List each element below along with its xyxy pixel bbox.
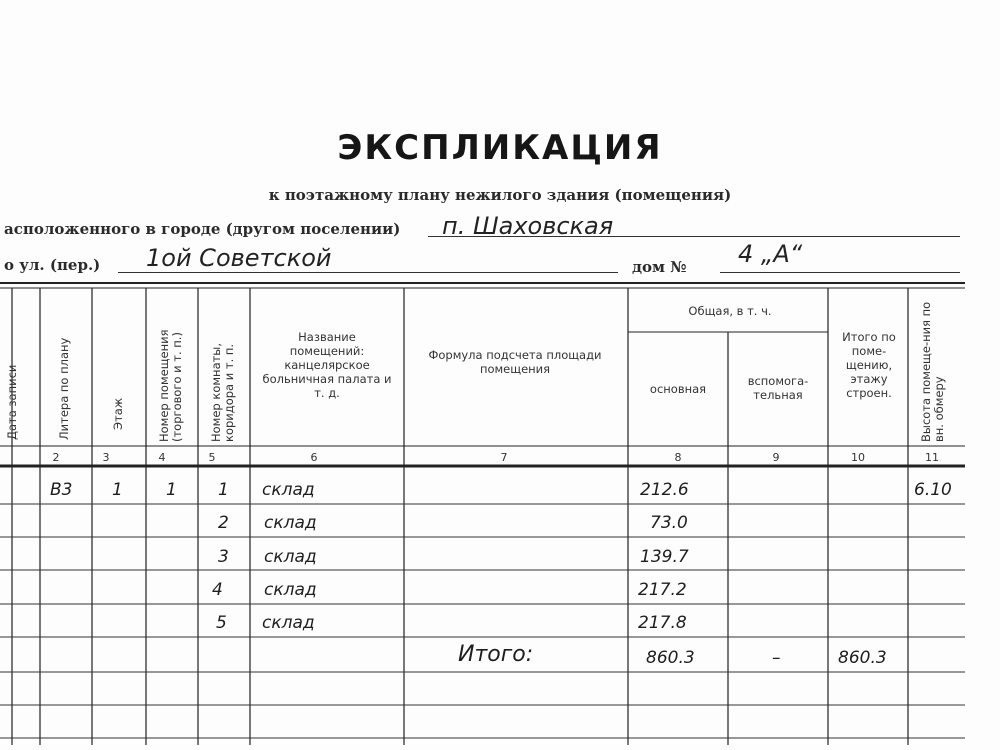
col-number: 6 [310,451,318,464]
total-main-area: 860.3 [646,648,695,668]
header-total: Итого по поме-щению, этажу строен. [842,330,896,400]
street-label: о ул. (пер.) [4,256,101,274]
cell-compartment: 1 [218,480,229,500]
document-title: ЭКСПЛИКАЦИЯ [337,128,663,168]
total-sum: 860.3 [838,648,887,668]
col-number: 11 [925,451,939,464]
header-room-number: Номер помещения (торгового и т. п.) [157,329,184,442]
cell-room-name: склад [264,513,317,533]
cell-compartment: 4 [212,580,223,600]
cell-compartment: 3 [218,547,229,567]
cell-litera: В3 [50,480,73,500]
header-height: Высота помеще-ния по вн. обмеру [919,301,946,442]
header-compartment-number: Номер комнаты, коридора и т. п. [209,342,236,442]
col-number: 3 [102,451,110,464]
cell-compartment: 2 [218,513,229,533]
col-number: 8 [674,451,682,464]
cell-main-area: 73.0 [650,513,688,533]
col-number: 2 [52,451,60,464]
cell-compartment: 5 [216,613,227,633]
col-number: 9 [772,451,780,464]
header-room-name: Название помещений: канцелярское больничная палата и т. д. [262,330,392,400]
header-date: Дата записи [5,364,19,440]
total-auxiliary-area: – [772,648,781,668]
house-value: 4 „А“ [738,240,803,268]
total-label: Итого: [458,642,534,667]
cell-height: 6.10 [914,480,952,500]
header-litera: Литера по плану [57,337,71,440]
cell-main-area: 212.6 [640,480,689,500]
header-formula: Формула подсчета площади помещения [428,348,602,376]
header-total-group: Общая, в т. ч. [688,304,772,318]
house-label: дом № [632,258,687,276]
cell-room-name: склад [262,480,315,500]
cell-room-name: склад [262,613,315,633]
cell-main-area: 217.2 [638,580,687,600]
header-floor: Этаж [111,397,125,430]
col-number: 10 [851,451,865,464]
cell-floor: 1 [112,480,123,500]
street-value: 1ой Советской [146,244,332,272]
col-number: 7 [500,451,508,464]
cell-main-area: 139.7 [640,547,689,567]
location-label: асположенного в городе (другом поселении) [4,220,401,238]
cell-main-area: 217.8 [638,613,687,633]
col-number: 5 [208,451,216,464]
cell-room-name: склад [264,580,317,600]
header-main: основная [649,382,707,396]
location-value: п. Шаховская [442,212,614,240]
header-auxiliary: вспомога-тельная [747,374,809,402]
cell-room-name: склад [264,547,317,567]
cell-room-number: 1 [166,480,177,500]
document-subtitle: к поэтажному плану нежилого здания (помещения) [268,186,732,204]
col-number: 4 [158,451,166,464]
